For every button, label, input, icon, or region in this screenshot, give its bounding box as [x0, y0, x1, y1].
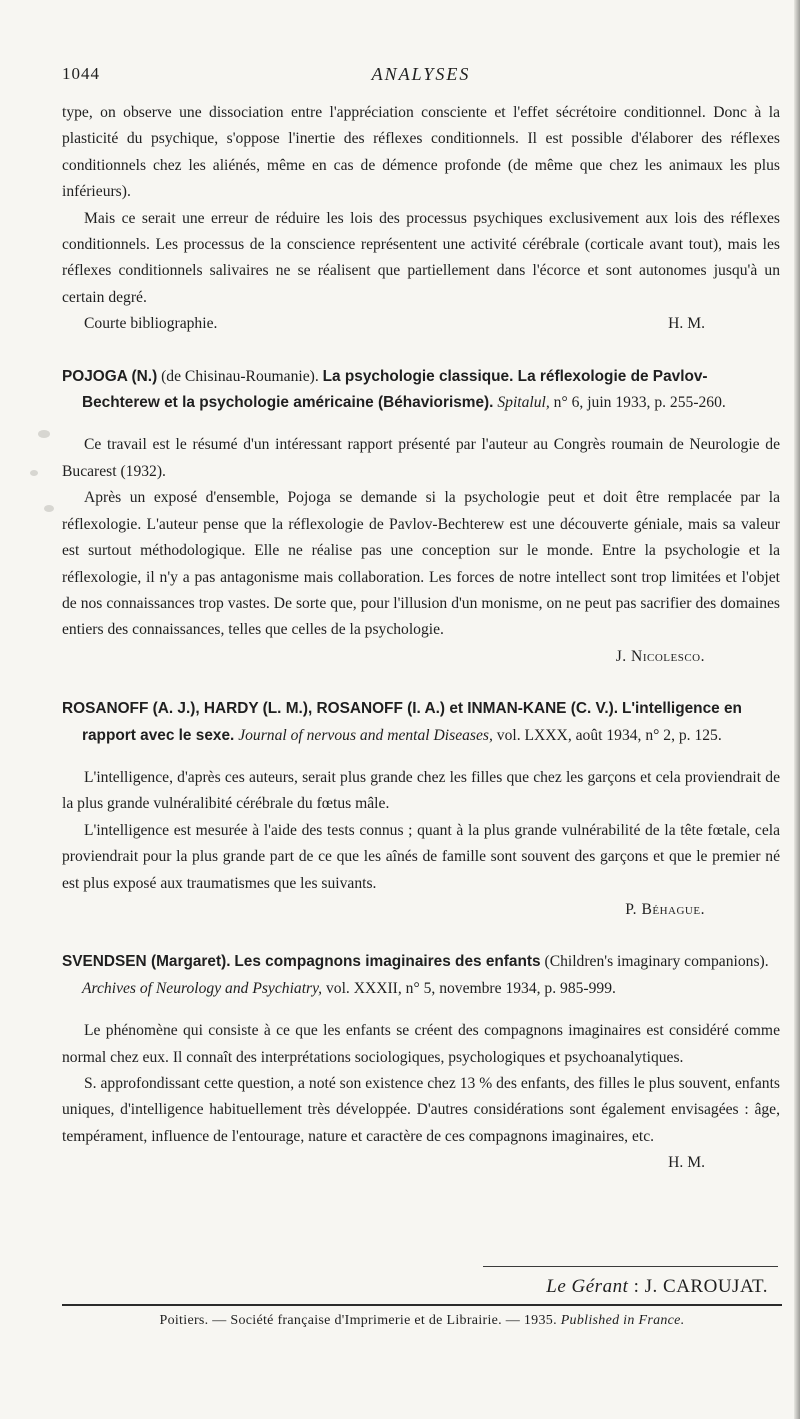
review-author: SVENDSEN (Margaret). — [62, 953, 231, 971]
review-author: POJOGA (N.) — [62, 367, 158, 385]
review-author: ROSANOFF (A. J.), HARDY (L. M.), ROSANOFF (I. A.) et INMAN-KANE (C. V.). — [62, 700, 619, 718]
intro-paragraph-2: Mais ce serait une erreur de réduire les lois des processus psychiques exclusivement aux lois des réflexes conditionnels. Les processus de la conscience représentent une activité cérébrale (corticale avant tout), mais les réflexes conditionnels salivaires ne se réalisent que partiellement dans l'écorce et sont autonomes jusqu'à un certain degré. — [62, 209, 780, 306]
ink-stain — [30, 470, 38, 476]
review-paragraph: Le phénomène qui consiste à ce que les enfants se créent des compagnons imaginaires est considéré comme normal chez eux. Il connaît des interprétations sociologiques, psychologiques et psychoanalytiques. — [62, 1022, 780, 1066]
review-paragraph: S. approfondissant cette question, a noté son existence chez 13 % des enfants, des filles le plus souvent, enfants uniques, d'intelligence habituellement très développée. D'autres considérations sont également envisagées : âge, tempérament, influence de l'entourage, nature et caractère de ces compagnons imaginaires, etc. — [62, 1075, 780, 1145]
running-head: ANALYSES — [371, 64, 471, 84]
review-journal: Spitalul, — [497, 394, 550, 412]
review-journal: Archives of Neurology and Psychiatry, — [82, 979, 323, 997]
signature: P. Béhague. — [625, 900, 705, 918]
intro-bibliography-line — [62, 311, 780, 337]
signature: H. M. — [668, 315, 705, 333]
signature: H. M. — [668, 1154, 705, 1172]
footer-rule — [62, 1304, 782, 1306]
bibliography-note: Courte bibliographie. — [84, 315, 218, 333]
review-paragraph: L'intelligence, d'après ces auteurs, serait plus grande chez les filles que chez les garçons et cela proviendrait de la plus grande vulnéralibité cérébrale du fœtus mâle. — [62, 768, 780, 813]
gerant-line — [546, 1276, 768, 1298]
signature-rule — [483, 1266, 778, 1267]
review-citation: vol. LXXX, août 1934, n° 2, p. 125. — [496, 726, 722, 744]
page-header — [62, 64, 780, 88]
review-reference — [62, 364, 780, 417]
ink-stain — [44, 505, 54, 512]
review-reference — [62, 696, 780, 749]
review-translation: (Children's imaginary companions). — [544, 953, 769, 971]
page-edge-shadow — [794, 0, 800, 1419]
printer-line: Poitiers. — Société française d'Imprimerie et de Librairie. — 1935. — [159, 1313, 557, 1328]
review-title: Les compagnons imaginaires des enfants — [234, 953, 541, 971]
review-citation: n° 6, juin 1933, p. 255-260. — [553, 394, 726, 412]
gerant-separator: : — [628, 1276, 645, 1297]
gerant-name: J. CAROUJAT. — [644, 1276, 768, 1297]
published-line: Published in France. — [560, 1313, 685, 1328]
review-paragraph: L'intelligence est mesurée à l'aide des tests connus ; quant à la plus grande vulnérabilité de la tête fœtale, cela proviendrait pour la plus grande part de ce que les aînés de famille sont souvent des garçons et que le premier né est plus exposé aux traumatismes que les suivants. — [62, 821, 780, 892]
review-origin: (de Chisinau-Roumanie). — [161, 367, 319, 385]
review-title: L'intelligence en rapport avec le sexe. — [82, 700, 742, 744]
printer-footer — [62, 1313, 782, 1329]
signature: J. Nicolesco. — [615, 647, 705, 665]
review-journal: Journal of nervous and mental Diseases, — [238, 726, 493, 744]
review-paragraph: Ce travail est le résumé d'un intéressant rapport présenté par l'auteur au Congrès roumain de Neurologie de Bucarest (1932). — [62, 436, 780, 480]
ink-stain — [38, 430, 50, 438]
intro-paragraph-1: type, on observe une dissociation entre l'appréciation consciente et l'effet sécrétoire conditionnel. Donc à la plasticité du psychique, s'oppose l'inertie des réflexes conditionnels. Il est possible d'élaborer des réflexes conditionnels chez les aliénés, même en cas de démence profonde (de même que chez les animaux les plus inférieurs). — [62, 104, 780, 201]
review-paragraph: Après un exposé d'ensemble, Pojoga se demande si la psychologie peut et doit être remplacée par la réflexologie. L'auteur pense que la réflexologie de Pavlov-Bechterew est une découverte géniale, mais sa valeur est surtout méthodologique. Elle ne réalise pas une conception sur le monde. Entre la psychologie et la réflexologie, il n'y a pas antagonisme mais collaboration. Les forces de notre intellect sont trop limitées et l'objet de nos connaissances trop vastes. De sorte que, pour l'illusion d'un monisme, on ne peut pas sacrifier des domaines entiers des connaissances, telles que celles de la psychologie. — [62, 489, 780, 639]
page-number: 1044 — [62, 64, 100, 83]
review-title: La psychologie classique. La réflexologie de Pavlov-Bechterew et la psychologie américaine (Béhaviorisme). — [82, 367, 708, 412]
page-content — [62, 100, 780, 1177]
gerant-label: Le Gérant — [546, 1276, 629, 1297]
review-citation: vol. XXXII, n° 5, novembre 1934, p. 985-999. — [325, 979, 616, 997]
review-reference — [62, 949, 780, 1002]
